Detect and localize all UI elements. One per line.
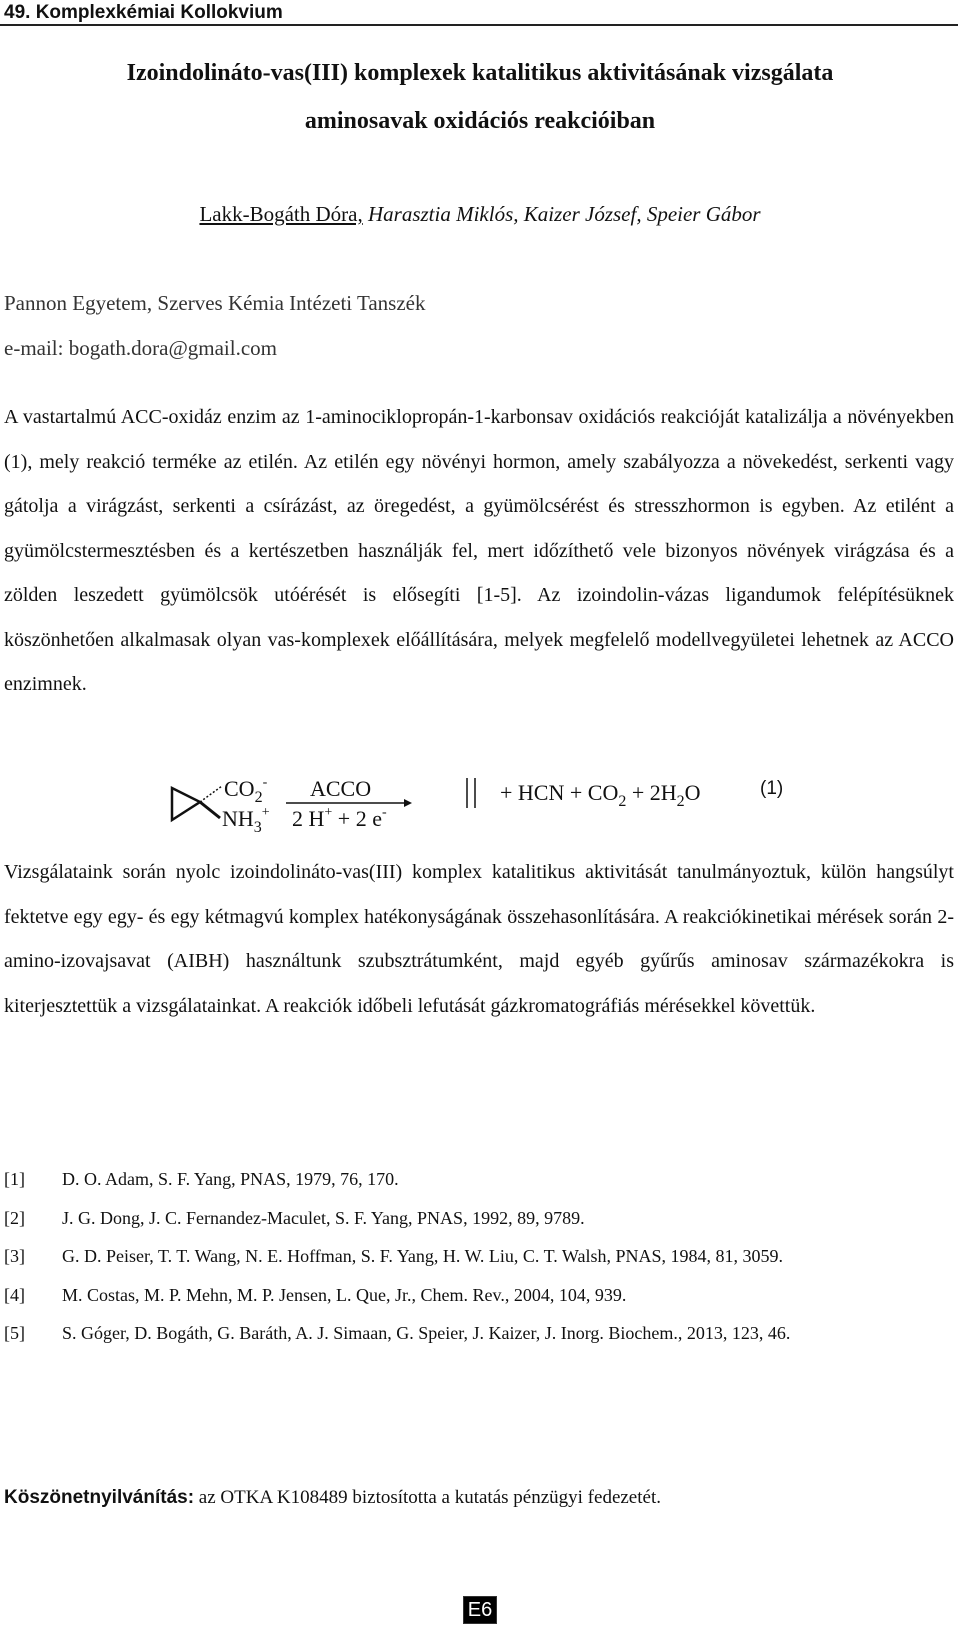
conference-header: 49. Komplexkémiai Kollokvium — [0, 0, 958, 26]
ammonium-group: $NH_3^+$ — [222, 805, 270, 836]
affiliation: Pannon Egyetem, Szerves Kémia Intézeti Tanszék — [4, 291, 426, 315]
reference-item: [5] S. Góger, D. Bogáth, G. Baráth, A. J. Simaan, G. Speier, J. Kaizer, J. Inorg. Biochem., 2013, 123, 46. — [4, 1323, 791, 1343]
reference-item: [3] G. D. Peiser, T. T. Wang, N. E. Hoffman, S. F. Yang, H. W. Liu, C. T. Walsh, PNAS, 1984, 81, 3059. — [4, 1246, 783, 1266]
cofactor-label: 2 H+ + 2 e- — [292, 805, 387, 831]
acknowledgement — [4, 1487, 661, 1509]
reference-item: [2] J. G. Dong, J. C. Fernandez-Maculet, S. F. Yang, PNAS, 1992, 89, 9789. — [4, 1207, 585, 1228]
author-list — [0, 202, 960, 227]
acknowledgement-label: Köszönetnyilvánítás: — [4, 1487, 195, 1508]
reference-item: [1] D. O. Adam, S. F. Yang, PNAS, 1979, 76, 170. — [4, 1169, 399, 1189]
reference-list — [4, 1160, 954, 1353]
paper-title-line1: Izoindolináto-vas(III) komplexek katalitikus aktivitásának vizsgálata — [126, 60, 834, 86]
reaction-equation — [170, 776, 830, 836]
carboxylate-group: $CO_2^-$ — [224, 775, 268, 806]
contact-email: e-mail: bogath.dora@gmail.com — [4, 336, 278, 360]
enzyme-label: ACCO — [310, 776, 372, 801]
abstract-paragraph-2: Vizsgálataink során nyolc izoindolináto-vas(III) komplex katalitikus aktivitását tanulmányoztuk, külön hangsúlyt fektetve egy egy- és egy kétmagvú komplex hatékonyságának összehasonlítására. A reakciókinetikai mérések során 2-amino-izovajsavat (AIBH) használtunk szubsztrátumként, majd egyéb gyűrűs aminosav származékokra is kiterjesztettük a vizsgálatainkat. A reakciók időbeli lefutását gázkromatográfiás mérésekkel követtük. — [4, 861, 954, 1017]
abstract-paragraph-1: A vastartalmú ACC-oxidáz enzim az 1-aminociklopropán-1-karbonsav oxidációs reakcióját katalizálja a növényekben (1), mely reakció terméke az etilén. Az etilén egy növényi hormon, amely szabályozza a növekedést, serkenti vagy gátolja a virágzást, serkenti a csírázást, az öregedést, a gyümölcsérést és stresszhormon is egyben. Az etilént a gyümölcstermesztésben és a kertészetben használják fel, mert időzíthető vele bizonyos növények virágzása és a zölden leszedett gyümölcsök utóérését is elősegíti [1-5]. Az izoindolin-vázas ligandumok felépítésüknek köszönhetően alkalmasak olyan vas-komplexek előállítására, melyek megfelelő modellvegyületei lehetnek az ACCO enzimnek. — [4, 406, 954, 695]
acknowledgement-text: az OTKA K108489 biztosította a kutatás pénzügyi fedezetét. — [194, 1487, 661, 1508]
reaction-products: + HCN + $CO_2 + 2H_2O$ — [500, 780, 701, 810]
equation-number: (1) — [760, 778, 784, 799]
ethylene-double-bond-icon — [462, 776, 482, 810]
paper-title-line2: aminosavak oxidációs reakcióiban — [304, 108, 656, 134]
co-authors: Harasztia Miklós, Kaizer József, Speier Gábor — [362, 202, 761, 226]
presenting-author: Lakk-Bogáth Dóra, — [199, 202, 363, 226]
page-number: E6 — [463, 1596, 497, 1624]
reference-item: [4] M. Costas, M. P. Mehn, M. P. Jensen, L. Que, Jr., Chem. Rev., 2004, 104, 939. — [4, 1284, 627, 1305]
cyclopropane-structure-icon — [170, 784, 230, 828]
